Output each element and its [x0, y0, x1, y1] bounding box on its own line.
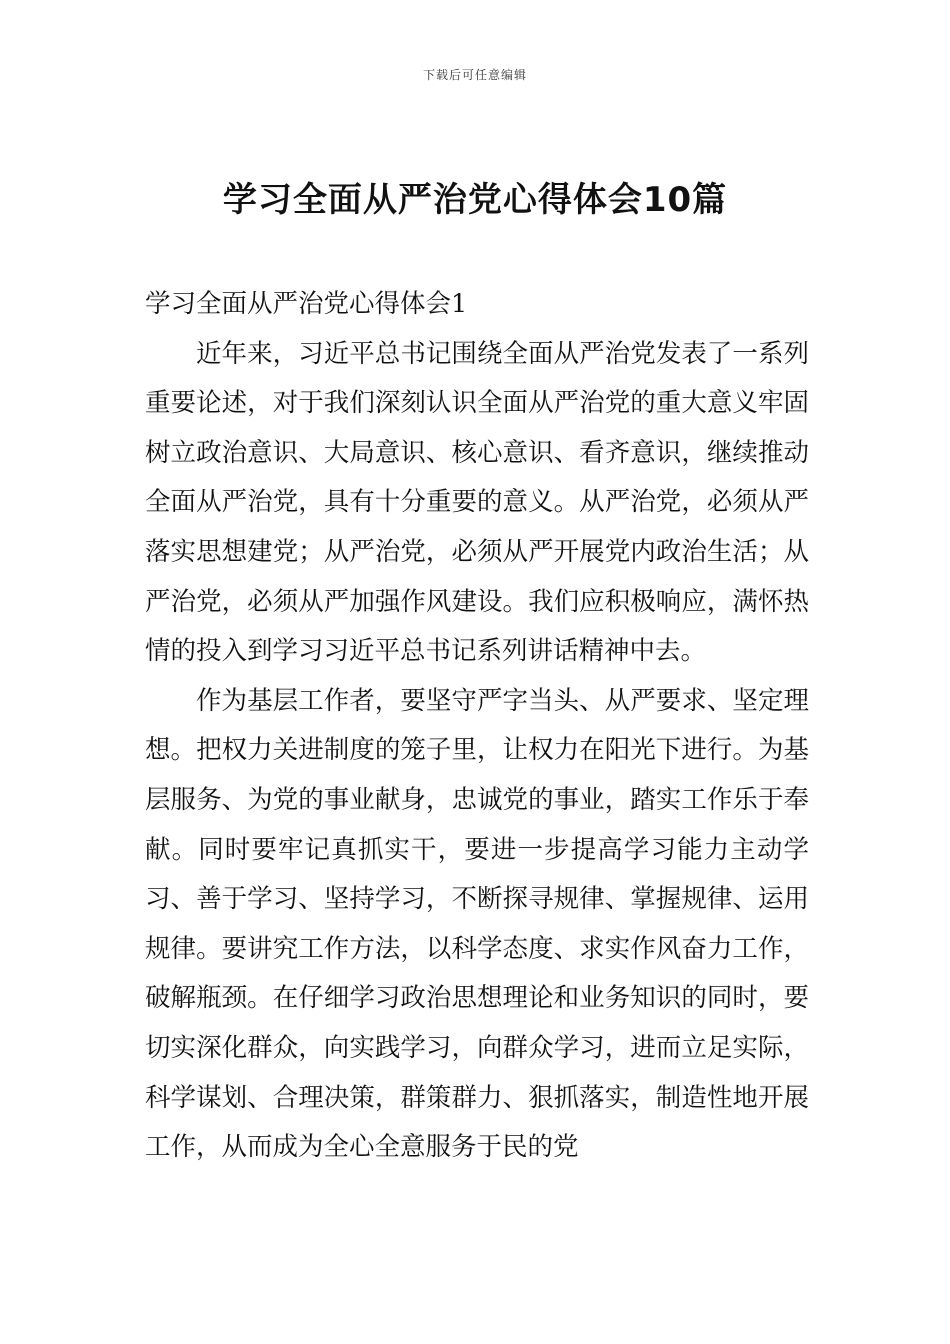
document-body [145, 280, 809, 1173]
paragraph: 作为基层工作者，要坚守严字当头、从严要求、坚定理想。把权力关进制度的笼子里，让权力在阳光下进行。为基层服务、为党的事业献身，忠诚党的事业，踏实工作乐于奉献。同时要牢记真抓实干，要进一步提高学习能力主动学习、善于学习、坚持学习，不断探寻规律、掌握规律、运用规律。要讲究工作方法，以科学态度、求实作风奋力工作，破解瓶颈。在仔细学习政治思想理论和业务知识的同时，要切实深化群众，向实践学习，向群众学习，进而立足实际，科学谋划、合理决策，群策群力、狠抓落实，制造性地开展工作，从而成为全心全意服务于民的党 [145, 685, 809, 1163]
section-heading: 学习全面从严治党心得体会1 [145, 289, 468, 319]
header-note: 下载后可任意编辑 [422, 68, 527, 82]
paragraph: 近年来，习近平总书记围绕全面从严治党发表了一系列重要论述，对于我们深刻认识全面从严治党的重大意义牢固树立政治意识、大局意识、核心意识、看齐意识，继续推动全面从严治党，具有十分重要的意义。从严治党，必须从严落实思想建党；从严治党，必须从严开展党内政治生活；从严治党，必须从严加强作风建设。我们应积极响应，满怀热情的投入到学习习近平总书记系列讲话精神中去。 [145, 338, 809, 667]
document-title: 学习全面从严治党心得体会10篇 [222, 180, 728, 220]
